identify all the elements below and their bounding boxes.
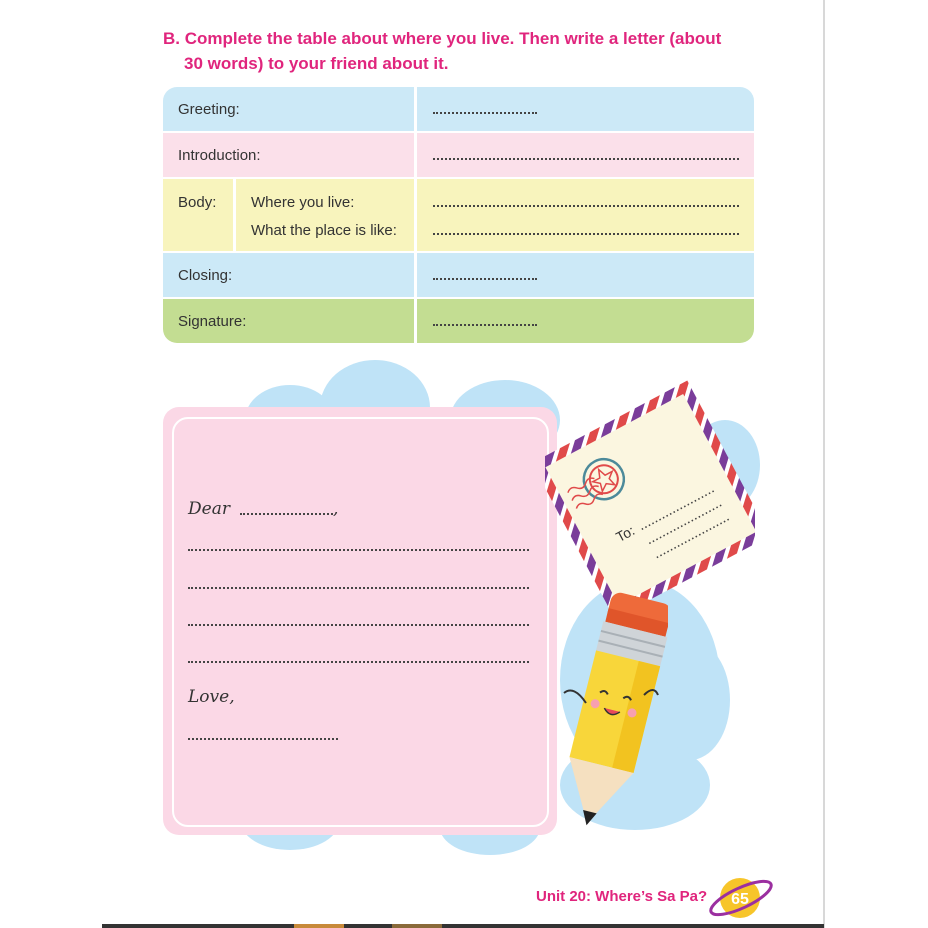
table-row-introduction xyxy=(163,133,754,177)
letter-line-4[interactable] xyxy=(188,661,529,663)
answer-line xyxy=(433,278,537,280)
dear-comma: , xyxy=(333,499,339,519)
instruction-line-2: 30 words) to your friend about it. xyxy=(184,54,449,73)
page-number-badge xyxy=(706,873,776,923)
instruction-line-1: B. Complete the table about where you live. Then write a letter (about xyxy=(163,29,722,48)
signature-answer[interactable] xyxy=(417,299,754,343)
what-place-like-label: What the place is like: xyxy=(251,222,397,239)
signature-line[interactable] xyxy=(188,738,338,740)
body-answer[interactable] xyxy=(417,179,754,251)
answer-line xyxy=(433,158,739,160)
answer-line xyxy=(433,205,739,207)
where-you-live-label: Where you live: xyxy=(251,194,355,211)
answer-line xyxy=(433,112,537,114)
closing-label: Closing: xyxy=(178,267,233,284)
letter-plan-table xyxy=(163,87,754,343)
page-edge xyxy=(823,0,825,928)
friend-name-line[interactable] xyxy=(240,513,333,515)
letter-line-1[interactable] xyxy=(188,549,529,551)
body-label: Body: xyxy=(178,194,217,211)
closing-answer[interactable] xyxy=(417,253,754,297)
letter-box-border xyxy=(172,417,549,827)
envelope-to-label: To: xyxy=(613,522,638,546)
exercise-instruction xyxy=(163,26,783,76)
table-row-greeting xyxy=(163,87,754,131)
letter-line-3[interactable] xyxy=(188,624,529,626)
answer-line xyxy=(433,233,739,235)
signature-label: Signature: xyxy=(178,313,247,330)
page-bottom-bar xyxy=(102,924,824,928)
letter-line-2[interactable] xyxy=(188,587,529,589)
love-label: Love, xyxy=(188,687,235,707)
introduction-answer[interactable] xyxy=(417,133,754,177)
greeting-label: Greeting: xyxy=(178,101,240,118)
answer-line xyxy=(433,324,537,326)
unit-title: Unit 20: Where’s Sa Pa? xyxy=(536,888,708,905)
introduction-label: Introduction: xyxy=(178,147,261,164)
page-number: 65 xyxy=(731,891,749,908)
table-row-signature xyxy=(163,299,754,343)
pencil-character-illustration xyxy=(548,585,668,835)
table-row-closing xyxy=(163,253,754,297)
table-row-body xyxy=(163,179,754,251)
greeting-answer[interactable] xyxy=(417,87,754,131)
dear-label: Dear xyxy=(188,499,230,519)
